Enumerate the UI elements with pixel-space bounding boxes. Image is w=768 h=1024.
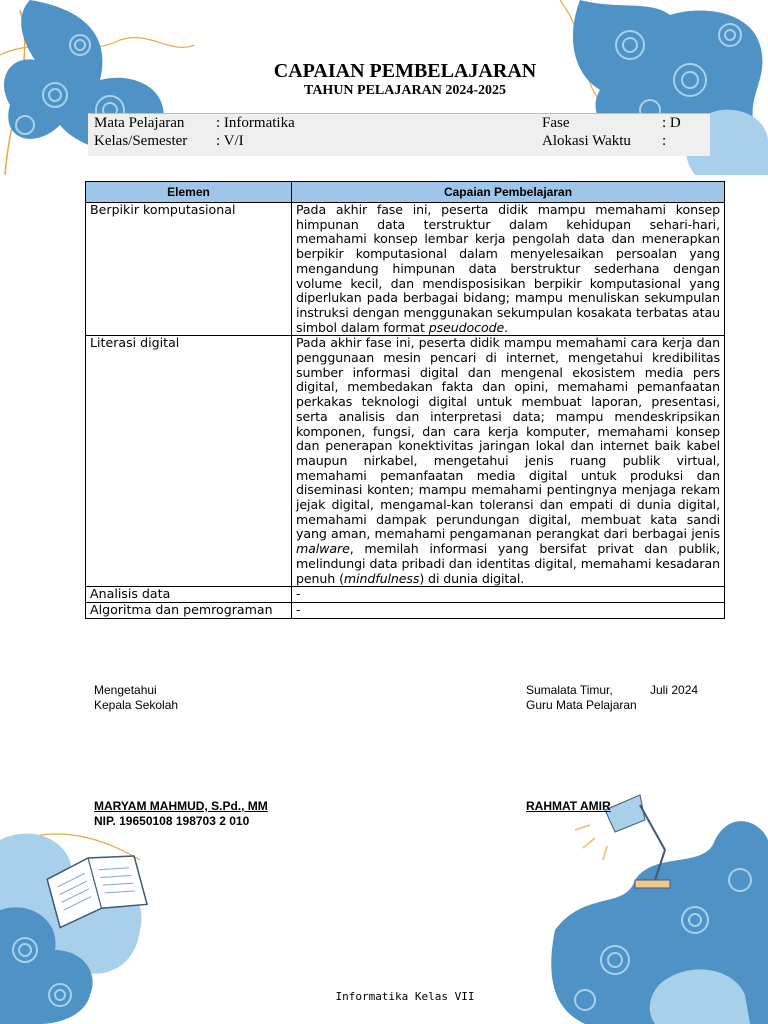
capaian-cell: - — [292, 602, 725, 618]
elemen-cell: Algoritma dan pemrograman — [86, 602, 292, 618]
desc-end: ) di dunia digital. — [419, 570, 525, 586]
page-title: CAPAIAN PEMBELAJARAN — [273, 60, 537, 82]
desc-italic: malware — [296, 541, 350, 557]
capaian-cell — [292, 203, 725, 336]
desc-italic: mindfulness — [343, 570, 420, 586]
elemen-cell: Berpikir komputasional — [86, 203, 292, 336]
table-row — [86, 587, 725, 603]
header-elemen: Elemen — [86, 182, 292, 203]
sig-right-name: RAHMAT AMIR — [526, 799, 611, 813]
fase-value: : D — [662, 115, 681, 131]
desc-end: . — [504, 319, 509, 335]
desc-text: Pada akhir fase ini, peserta didik mampu memahami konsep himpunan data terstruktur dalam kehidupan sehari-hari, memahami konsep lembar kerja pengolah data dan menerapkan berpikir komputasional dalam menyelesaikan persoalan yang mengandung himpunan data berstruktur sederhana dengan volume kecil, dan mendisposisikan berpikir komputasional yang diperlukan pada berbagai bidang; mampu menuliskan sekumpulan instruksi dengan menggunakan sekumpulan kosakata terbatas atau simbol dalam format — [296, 202, 720, 335]
sig-left-name: MARYAM MAHMUD, S.Pd., MM — [94, 799, 268, 813]
sig-right-place: Sumalata Timur, — [526, 683, 613, 697]
sig-left-line1: Mengetahui — [94, 683, 157, 697]
sig-left-nip: NIP. 19650108 198703 2 010 — [94, 814, 250, 828]
page-subtitle: TAHUN PELAJARAN 2024-2025 — [304, 83, 506, 98]
table-header-row — [86, 182, 725, 203]
table-row — [86, 336, 725, 587]
mapel-value: : Informatika — [216, 115, 295, 131]
alokasi-value: : — [662, 133, 667, 149]
header-capaian: Capaian Pembelajaran — [292, 182, 725, 203]
fase-label: Fase — [542, 115, 570, 131]
page-footer: Informatika Kelas VII — [335, 990, 475, 1003]
bottom-right-decoration — [545, 780, 768, 1024]
kelas-value: : V/I — [216, 133, 244, 149]
sig-left-line2: Kepala Sekolah — [94, 698, 179, 712]
alokasi-label: Alokasi Waktu — [542, 133, 631, 149]
desc-italic: pseudocode — [428, 319, 505, 335]
mapel-label: Mata Pelajaran — [94, 115, 185, 131]
desc-text: Pada akhir fase ini, peserta didik mampu memahami cara kerja dan penggunaan mesin pencari di internet, mengetahui kredibilitas sumber informasi digital dan mengenal ekosistem media pers digital, membedakan fakta dan opini, memahami pemanfaatan perkakas teknologi digital untuk membuat laporan, presentasi, serta analisis dan interpretasi data; mampu mendeskripsikan komponen, fungsi, dan cara kerja komputer, memahami konsep dan penerapan konektivitas jaringan lokal dan internet baik kabel maupun nirkabel, mengetahui jenis ruang publik virtual, memahami pemanfaatan media digital untuk produksi dan diseminasi konten; mampu memahami pentingnya menjaga rekam jejak digital, mengamal-kan toleransi dan empati di dunia digital, memahami dampak perundungan digital, membuat kata sandi yang aman, memahami pengamanan perangkat dari berbagai jenis — [296, 335, 720, 542]
desc-text: , memilah informasi yang bersifat privat dan publik, melindungi data pribadi dan identitas digital, memahami kesadaran penuh ( — [296, 541, 720, 586]
elemen-cell: Analisis data — [86, 587, 292, 603]
sig-right-role: Guru Mata Pelajaran — [526, 698, 637, 712]
table-row — [86, 602, 725, 618]
capaian-cell — [292, 336, 725, 587]
sig-right-date: Juli 2024 — [650, 683, 699, 697]
capaian-table — [85, 181, 725, 619]
capaian-cell: - — [292, 587, 725, 603]
table-row — [86, 203, 725, 336]
elemen-cell: Literasi digital — [86, 336, 292, 587]
kelas-label: Kelas/Semester — [94, 133, 188, 149]
